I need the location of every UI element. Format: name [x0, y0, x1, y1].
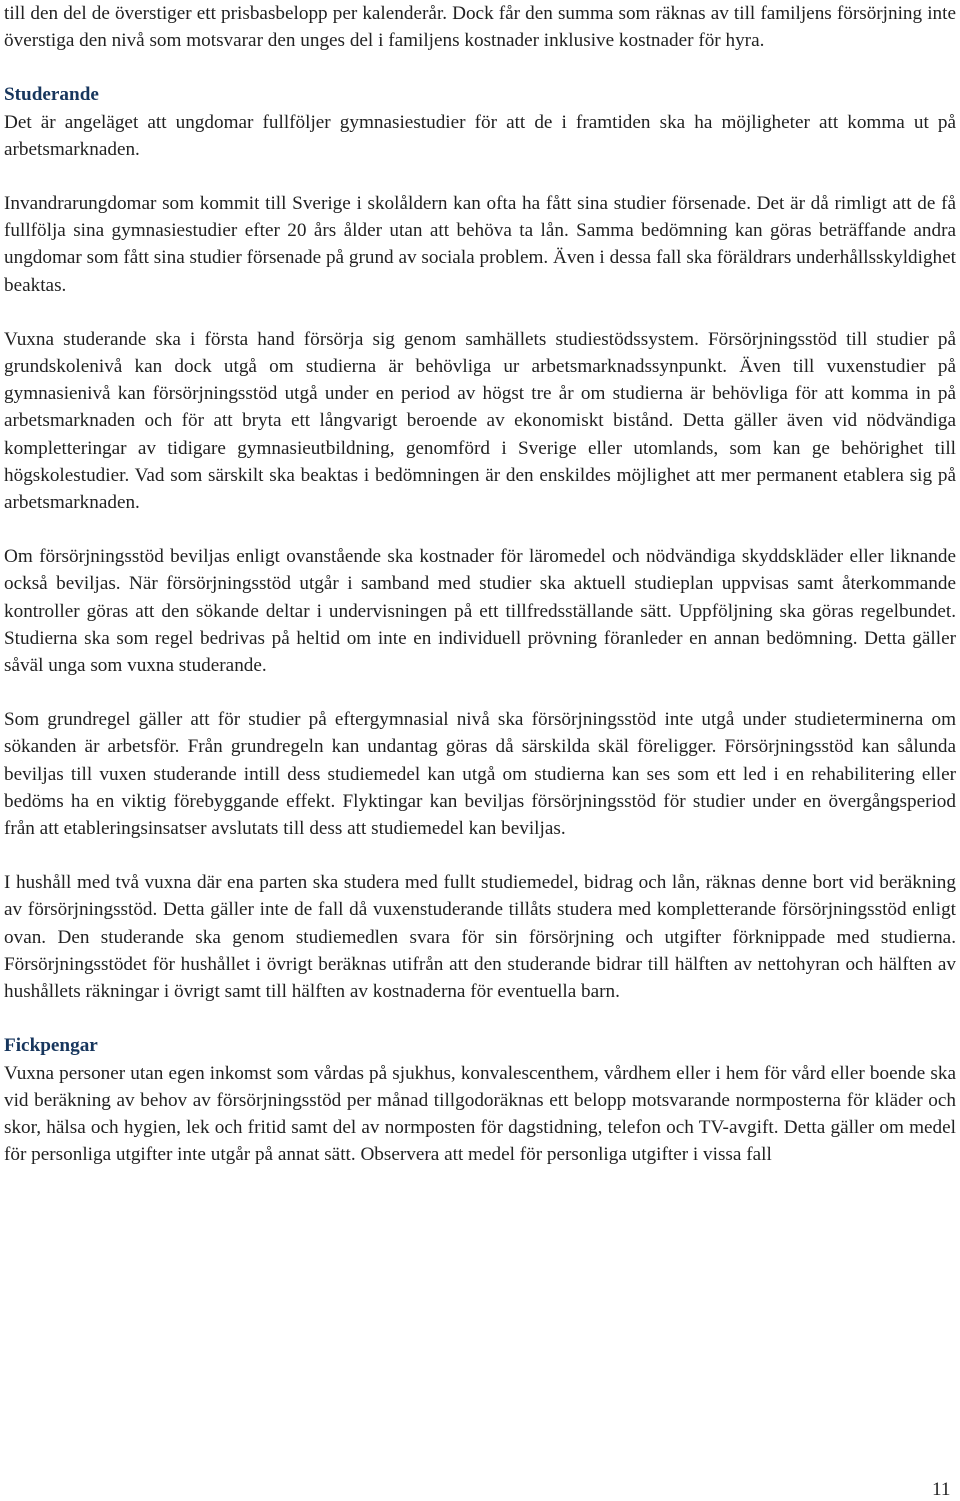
section-studerande	[4, 81, 956, 1005]
page-number: 11	[932, 1479, 951, 1500]
paragraph-gap	[4, 163, 956, 190]
body-paragraph: Om försörjningsstöd beviljas enligt ovanstående ska kostnader för läromedel och nödvändiga skyddskläder eller liknande också beviljas. När försörjningsstöd utgår i samband med studier ska aktuell studieplan uppvisas samt återkommande kontroller göras att den sökande deltar i undervisningen på ett tillfredsställande sätt. Uppföljning ska göras regelbundet. Studierna ska som regel bedrivas på heltid om inte en individuell prövning föranleder en annan bedömning. Detta gäller såväl unga som vuxna studerande.	[4, 546, 956, 677]
paragraph-gap	[4, 516, 956, 543]
section-heading-fickpengar: Fickpengar	[4, 1035, 98, 1057]
document-page	[4, 0, 956, 1168]
paragraph-gap	[4, 54, 956, 81]
body-paragraph: Som grundregel gäller att för studier på eftergymnasial nivå ska försörjningsstöd inte utgå under studieterminerna om sökanden är arbetsför. Från grundregeln kan undantag göras då särskilda skäl föreligger. Försörjningsstöd kan sålunda beviljas till vuxen studerande intill dess studiemedel kan utgå om studierna kan ses som ett led i en rehabilitering eller bedöms ha en viktig förebyggande effekt. Flyktingar kan beviljas försörjningsstöd för studier under en övergångsperiod från att etableringsinsatser avslutats till dess att studiemedel kan beviljas.	[4, 709, 956, 840]
paragraph-gap	[4, 679, 956, 706]
paragraph-gap	[4, 1005, 956, 1032]
body-paragraph: Invandrarungdomar som kommit till Sverige i skolåldern kan ofta ha fått sina studier försenade. Det är då rimligt att de få fullfölja sina gymnasiestudier efter 20 års ålder utan att behöva ta lån. Samma bedömning kan göras beträffande andra ungdomar som fått sina studier försenade på grund av sociala problem. Även i dessa fall ska föräldrars underhållsskyldighet beaktas.	[4, 193, 956, 296]
body-paragraph: Det är angeläget att ungdomar fullföljer gymnasiestudier för att de i framtiden ska ha möjligheter att komma ut på arbetsmarknaden.	[4, 111, 956, 160]
paragraph-gap	[4, 842, 956, 869]
body-paragraph: Vuxna studerande ska i första hand försörja sig genom samhällets studiestödssystem. Försörjningsstöd till studier på grundskolenivå kan dock utgå om studierna är behövliga ur arbetsmarknadssynpunkt. Även till vuxenstudier på gymnasienivå kan försörjningsstöd utgå under en period av högst tre år om studierna är behövliga för att komma in på arbetsmarknaden och för att bryta ett långvarigt beroende av ekonomiskt bistånd. Detta gäller även vid nödvändiga kompletteringar av tidigare gymnasieutbildning, genomförd i Sverige eller utomlands, som kan ge behörighet till högskolestudier. Vad som särskilt ska beaktas i bedömningen är den enskildes möjlighet att mer permanent etablera sig på arbetsmarknaden.	[4, 328, 956, 514]
section-fickpengar	[4, 1032, 956, 1168]
paragraph-gap	[4, 299, 956, 326]
body-paragraph: Vuxna personer utan egen inkomst som vårdas på sjukhus, konvalescenthem, vårdhem eller i hem för vård eller boende ska vid beräkning av behov av försörjningsstöd per månad tillgodoräknas ett belopp motsvarande normposterna för kläder och skor, hälsa och hygien, lek och fritid samt del av normposten för dagstidning, telefon och TV-avgift. Detta gäller om medel för personliga utgifter inte utgår på annat sätt. Observera att medel för personliga utgifter i vissa fall	[4, 1062, 956, 1166]
body-paragraph: I hushåll med två vuxna där ena parten ska studera med fullt studiemedel, bidrag och lån, räknas denne bort vid beräkning av försörjningsstöd. Detta gäller inte de fall då vuxenstuderande tillåts studera med kompletterande försörjningsstöd enligt ovan. Den studerande ska genom studiemedlen svara för sin försörjning och utgifter förknippade med studierna. Försörjningsstödet för hushållet i övrigt beräknas utifrån att den studerande bidrar till hälften av nettohyran och hälften av hushållets räkningar i övrigt samt till hälften av kostnaderna för eventuella barn.	[4, 872, 956, 1003]
section-heading-studerande: Studerande	[4, 84, 99, 106]
intro-paragraph: till den del de överstiger ett prisbasbelopp per kalenderår. Dock får den summa som räknas av till familjens försörjning inte överstiga den nivå som motsvarar den unges del i familjens kostnader inklusive kostnader för hyra.	[4, 3, 956, 52]
